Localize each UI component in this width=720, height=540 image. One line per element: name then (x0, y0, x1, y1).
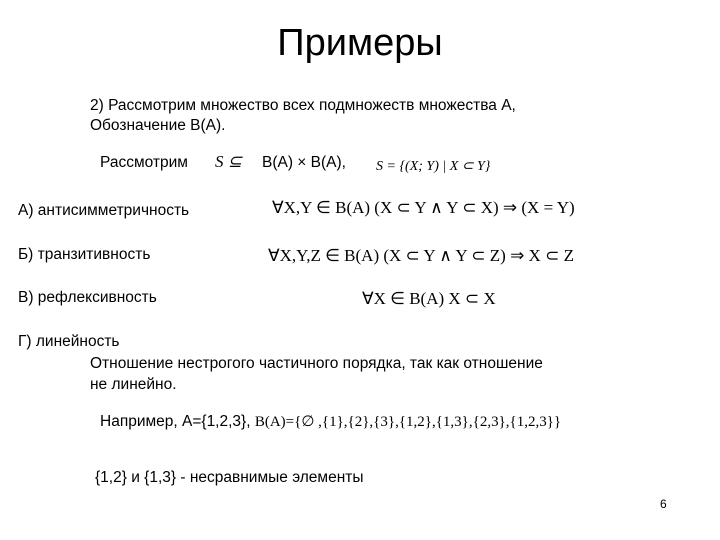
property-reflexivity-label: В) рефлексивность (18, 289, 157, 306)
consider-label: Рассмотрим (100, 154, 188, 171)
example-prefix: Например, А={1,2,3}, (100, 413, 255, 430)
property-transitivity-formula: ∀X,Y,Z ∈ B(A) (X ⊂ Y ∧ Y ⊂ Z) ⇒ X ⊂ Z (268, 246, 574, 265)
property-linearity-label: Г) линейность (18, 333, 120, 350)
intro-line-2: Обозначение B(A). (90, 117, 226, 134)
intro-line-1: 2) Рассмотрим множество всех подмножеств множества А, (90, 97, 516, 114)
conclusion-line-2: не линейно. (90, 376, 177, 393)
property-reflexivity-formula: ∀X ∈ B(A) X ⊂ X (362, 289, 496, 308)
example-line (100, 412, 561, 431)
example-powerset: B(A)={∅ ,{1},{2},{3},{1,2},{1,3},{2,3},{1,2,3}} (254, 414, 562, 430)
incomparable-note: {1,2} и {1,3} - несравнимые элементы (95, 469, 364, 486)
page-number: 6 (660, 497, 667, 511)
relation-definition: S = {(X; Y) | X ⊂ Y} (376, 159, 491, 174)
conclusion-line-1: Отношение нестрогого частичного порядка, так как отношение (90, 355, 543, 372)
slide-title: Примеры (277, 22, 443, 64)
product-expression: B(A) × B(A), (262, 154, 346, 171)
subset-expression: S ⊆ (215, 152, 242, 171)
property-transitivity-label: Б) транзитивность (18, 246, 151, 263)
property-antisymmetry-label: А) антисимметричность (18, 202, 190, 219)
property-antisymmetry-formula: ∀X,Y ∈ B(A) (X ⊂ Y ∧ Y ⊂ X) ⇒ (X = Y) (272, 198, 575, 217)
